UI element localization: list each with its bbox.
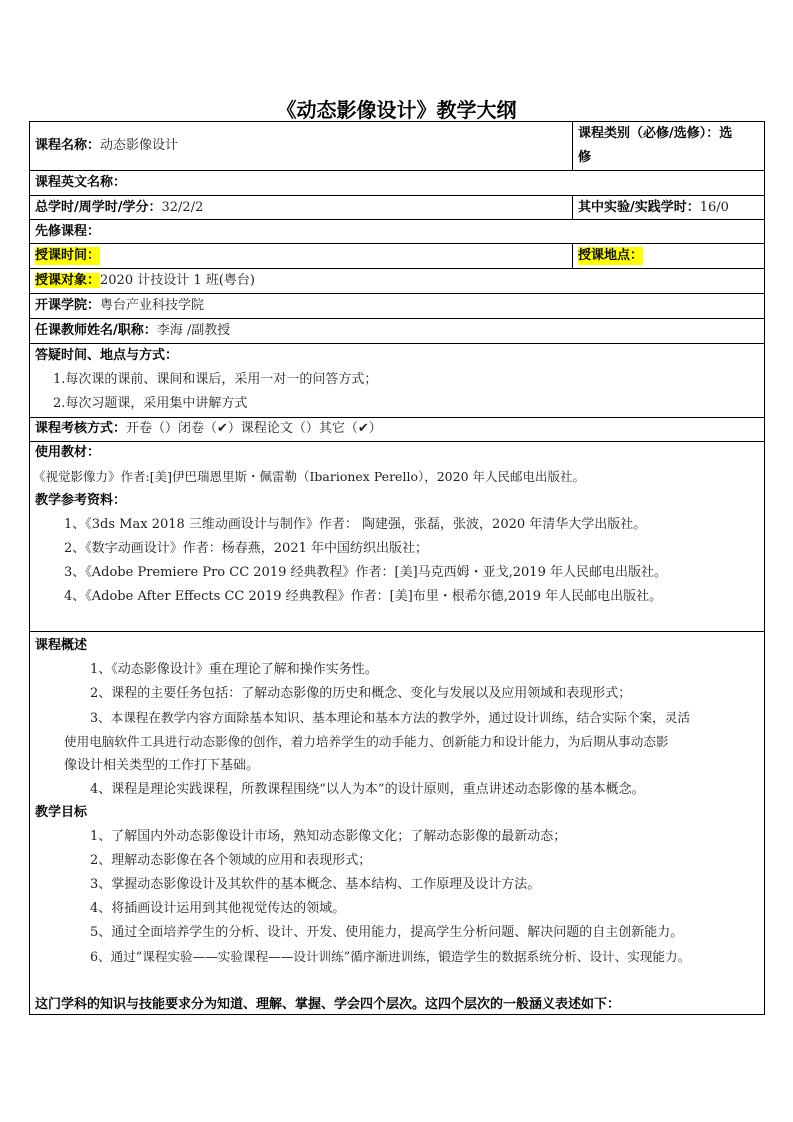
divider (29, 195, 765, 196)
divider (29, 318, 765, 319)
divider (29, 121, 765, 122)
list-item: 3、本课程在教学内容方面除基本知识、基本理论和基本方法的教学外，通过设计训练，结合实际个案，灵活 (90, 710, 690, 725)
divider (29, 631, 765, 632)
list-item: 4、课程是理论实践课程，所教课程围绕“以人为本”的设计原则，重点讲述动态影像的基本概念。 (90, 782, 645, 797)
list-item: 3、掌握动态影像设计及其软件的基本概念、基本结构、工作原理及设计方法。 (90, 877, 541, 892)
textbook-value: 《视觉影像力》作者:[美]伊巴瑞恩里斯・佩雷勒（Ibarionex Perello），2020 年人民邮电出版社。 (33, 469, 586, 484)
course-name-field (35, 137, 178, 155)
list-item: 6、通过“课程实验——实验课程——设计训练”循序渐进训练，锻造学生的数据系统分析、设计、实现能力。 (90, 949, 691, 964)
value: 32/2/2 (161, 200, 204, 215)
label: 总学时/周学时/学分： (35, 200, 162, 215)
divider (29, 417, 765, 418)
list-item: 5、通过全面培养学生的分析、设计、开发、使用能力，提高学生分析问题、解决问题的自主创新能力。 (90, 925, 684, 940)
prerequisite-label: 先修课程： (35, 224, 101, 239)
divider (29, 1014, 765, 1015)
list-item: 使用电脑软件工具进行动态影像的创作，着力培养学生的动手能力、创新能力和设计能力，为后期从事动态影 (64, 734, 669, 749)
goals-label: 教学目标 (35, 805, 88, 820)
place-label: 授课地点： (578, 248, 644, 263)
divider (29, 219, 765, 220)
label: 任课教师姓名/职称： (35, 323, 157, 338)
list-item: 2、《数字动画设计》作者：杨春燕，2021 年中国纺织出版社； (64, 541, 428, 556)
value: 开卷（）闭卷（✔）课程论文（）其它（✔） (126, 421, 382, 436)
exam-field (35, 420, 382, 438)
label: 开课学院： (35, 298, 101, 313)
value: 2020 计技设计 1 班(粤台) (100, 273, 255, 288)
qa-label: 答疑时间、地点与方式： (35, 348, 179, 363)
list-item: 4、将插画设计运用到其他视觉传达的领域。 (90, 901, 346, 916)
divider (572, 243, 573, 268)
audience-field (35, 272, 255, 290)
divider (29, 441, 765, 442)
divider (572, 195, 573, 219)
time-label: 授课时间： (35, 248, 101, 263)
lab-hours-field (578, 199, 729, 217)
course-type-label: 课程类别（必修/选修）：选 (578, 126, 733, 141)
label: 课程考核方式： (35, 421, 127, 436)
label: 课程名称： (35, 138, 101, 153)
label: 授课对象： (35, 273, 101, 288)
value: 粤台产业科技学院 (100, 298, 205, 313)
page-title: 《动态影像设计》教学大纲 (276, 98, 517, 122)
divider (29, 293, 765, 294)
list-item: 1.每次课的课前、课间和课后，采用一对一的问答方式； (53, 372, 378, 387)
value: 16/0 (699, 200, 729, 215)
english-name-label: 课程英文名称： (35, 175, 127, 190)
label: 其中实验/实践学时： (578, 200, 700, 215)
divider (572, 121, 573, 170)
list-item: 2、课程的主要任务包括：了解动态影像的历史和概念、变化与发展以及应用领域和表现形式； (90, 686, 632, 701)
list-item: 1、了解国内外动态影像设计市场，熟知动态影像文化；了解动态影像的最新动态； (90, 829, 567, 844)
value: 动态影像设计 (100, 138, 179, 153)
divider (29, 170, 765, 171)
value: 李海 /副教授 (156, 323, 231, 338)
divider (764, 121, 765, 1015)
list-item: 1、《3ds Max 2018 三维动画设计与制作》作者： 陶建强，张磊，张波，2020 年清华大学出版社。 (64, 517, 647, 532)
divider (29, 343, 765, 344)
divider (29, 268, 765, 269)
list-item: 4、《Adobe After Effects CC 2019 经典教程》作者：[美]布里・根希尔德,2019 年人民邮电出版社。 (64, 589, 663, 604)
levels-statement: 这门学科的知识与技能要求分为知道、理解、掌握、学会四个层次。这四个层次的一般涵义表述如下： (35, 997, 621, 1012)
divider (29, 243, 765, 244)
list-item: 像设计相关类型的工作打下基础。 (64, 758, 260, 773)
college-field (35, 297, 204, 315)
list-item: 2.每次习题课，采用集中讲解方式 (53, 396, 248, 411)
divider (29, 121, 30, 1015)
textbook-label: 使用教材： (35, 445, 101, 460)
list-item: 1、《动态影像设计》重在理论了解和操作实务性。 (90, 662, 378, 677)
hours-field (35, 199, 203, 217)
list-item: 3、《Adobe Premiere Pro CC 2019 经典教程》作者：[美]马克西姆・亚戈,2019 年人民邮电出版社。 (64, 565, 667, 580)
references-label: 教学参考资料： (35, 493, 127, 508)
list-item: 2、理解动态影像在各个领域的应用和表现形式； (90, 853, 372, 868)
course-type-value: 修 (578, 150, 592, 165)
teacher-field (35, 322, 230, 340)
overview-label: 课程概述 (35, 638, 88, 653)
